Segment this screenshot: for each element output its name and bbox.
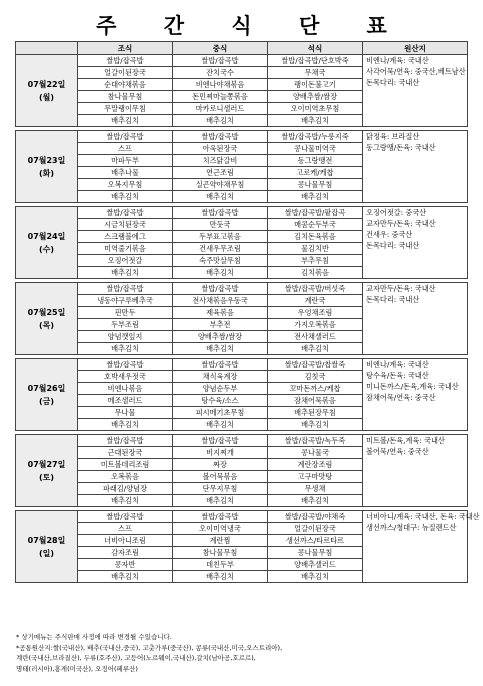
origin-line: 생선까스/청대구: 뉴질랜드산 [366,523,457,532]
lunch-item: 비지찌개 [173,447,268,459]
dinner-item: 쌀밥/잡곡밥/찹쌀죽 [268,359,363,371]
dinner-item: 김칫국 [268,371,363,383]
lunch-item: 쌀밥/잡곡밥 [173,511,268,523]
dinner-item: 배추김치 [268,115,363,127]
day-weekday: (수) [38,244,55,254]
lunch-item: 배추김치 [173,267,268,279]
lunch-item: 전사채볶음우동국 [173,295,268,307]
dinner-item: 동그랑땡전 [268,155,363,167]
breakfast-item: 스프 [78,523,173,535]
dinner-item: 양배추샐러드 [268,559,363,571]
breakfast-item: 냉동야구루베추국 [78,295,173,307]
lunch-item: 건새우무조림 [173,243,268,255]
breakfast-item: 배추김치 [78,495,173,507]
dinner-item: 팽이돈불고기 [268,79,363,91]
origin-line: 잠채어묵/연육: 중국산 [366,393,436,402]
day-weekday: (월) [38,92,55,102]
menu-row [16,55,468,67]
breakfast-item: 콩자반 [78,559,173,571]
dinner-item: 김치돈육볶음 [268,231,363,243]
day-label [16,511,78,583]
dinner-item: 김치볶음 [268,267,363,279]
lunch-item: 쌀밥/잡곡밥 [173,283,268,295]
origin-info [363,207,468,279]
lunch-item: 쌀밥/잡곡밥 [173,55,268,67]
breakfast-item: 배추김치 [78,419,173,431]
dinner-item: 가지오복볶음 [268,319,363,331]
origin-line: 너비아니/계육: 국내산, 돈육: 국내산 [366,512,480,521]
day-label [16,207,78,279]
origin-line: 동그랑땡/돈육: 국내산 [366,143,436,152]
breakfast-item: 쌀밥/잡곡밥 [78,359,173,371]
origin-info [363,359,468,431]
lunch-item: 배추김치 [173,495,268,507]
dinner-item: 부추무침 [268,255,363,267]
lunch-item: 단무지무침 [173,483,268,495]
breakfast-item: 무나물 [78,407,173,419]
footnote-line: *공통원산지:쌀(국내산), 배추(국내산,중국), 고춧가루(중국산), 콩류(국내산,미국,오스트리아), [16,643,283,652]
lunch-item: 아욱된장국 [173,143,268,155]
breakfast-item: 미트볼데리조림 [78,459,173,471]
origin-line: 미니돈까스/돈육,계육: 국내산 [366,382,459,391]
origin-line: 사각어묵/연육: 중국산,베트남산 [366,67,466,76]
dinner-item: 콩나물무침 [268,547,363,559]
breakfast-item: 호박새우젓국 [78,371,173,383]
lunch-item: 비엔나야채볶음 [173,79,268,91]
menu-row [16,435,468,447]
day-date: 07월23일 [27,155,66,165]
footnote-line: 계란(국내산,브라질산), 두류(호주산), 고등어(노르웨이,국내산),갈치(남아공,호르르), [16,654,256,662]
lunch-item: 만둣국 [173,219,268,231]
menu-row [16,283,468,295]
origin-info [363,55,468,127]
breakfast-item: 얼갈이된장국 [78,67,173,79]
lunch-item: 배추김치 [173,343,268,355]
breakfast-item: 감자조림 [78,547,173,559]
lunch-item: 참나물무침 [173,547,268,559]
dinner-item: 고로케/케찹 [268,167,363,179]
breakfast-item: 두부조림 [78,319,173,331]
breakfast-item: 참나물무침 [78,91,173,103]
origin-info [363,511,480,583]
breakfast-item: 배추김치 [78,191,173,203]
breakfast-item: 마파두부 [78,155,173,167]
origin-line: 비엔나/계육: 국내산 [366,360,429,369]
lunch-item: 피시메기초무침 [173,407,268,419]
day-date: 07월28일 [27,535,66,545]
origin-info [363,131,468,203]
lunch-item: 두부표고볶음 [173,231,268,243]
breakfast-item: 파래김/양념장 [78,483,173,495]
dinner-item: 쌀밥/잡곡밥/버섯죽 [268,283,363,295]
lunch-item: 배추김치 [173,115,268,127]
day-label [16,55,78,127]
header-breakfast: 조식 [78,42,173,55]
lunch-item: 쌀밥/잡곡밥 [173,435,268,447]
breakfast-item: 쌀밥/잡곡밥 [78,283,173,295]
day-label [16,283,78,355]
menu-row [16,207,468,219]
dinner-item: 쌀밥/잡곡밥/누룽지죽 [268,131,363,143]
day-date: 07월25일 [27,307,66,317]
day-weekday: (금) [38,396,55,406]
origin-line: 볼어묵/연육: 중국산 [366,447,429,456]
dinner-item: 얼갈이된장국 [268,523,363,535]
origin-line: 돈목다리: 국내산 [366,295,420,304]
dinner-item: 잠채어묵볶음 [268,395,363,407]
footnote-line: * 상기메뉴는 주식판매 사정에 따라 변경될 수있습니다. [16,633,172,641]
breakfast-item: 무말랭이무침 [78,103,173,115]
origin-line: 건새우: 중국산 [366,230,413,239]
origin-line: 비엔나/계육: 국내산 [366,56,429,65]
lunch-item: 양념순두부 [173,383,268,395]
dinner-item: 매콤순두부국 [268,219,363,231]
lunch-item: 짜장 [173,459,268,471]
lunch-item: 볼어묵볶음 [173,471,268,483]
breakfast-item: 쌀밥/잡곡밥 [78,131,173,143]
lunch-item: 배추김치 [173,191,268,203]
dinner-item: 콩나물국 [268,447,363,459]
header-dinner: 석식 [268,42,363,55]
dinner-item: 계란장조림 [268,459,363,471]
day-weekday: (화) [38,168,55,178]
header-origin: 원산지 [363,42,468,55]
dinner-item: 콩나물무침 [268,179,363,191]
day-weekday: (목) [38,320,55,330]
page-title: 주 간 식 단 표 [96,14,407,38]
dinner-item: 배추김치 [268,571,363,583]
breakfast-item: 핀만두 [78,307,173,319]
menu-body [16,55,480,583]
lunch-item: 계란찜 [173,535,268,547]
day-date: 07월27일 [27,459,66,469]
breakfast-item: 쌀밥/잡곡밥 [78,55,173,67]
breakfast-item: 배추나물 [78,167,173,179]
dinner-item: 고구마맛탕 [268,471,363,483]
breakfast-item: 양념깻잎지 [78,331,173,343]
breakfast-item: 근대된장국 [78,447,173,459]
lunch-item: 오이미역냉국 [173,523,268,535]
breakfast-item: 순대야채볶음 [78,79,173,91]
lunch-item: 데친두부 [173,559,268,571]
origin-line: 돈목다리: 국내산 [366,78,420,87]
dinner-item: 쌀밥/잡곡밥/팥잡곡 [268,207,363,219]
breakfast-item: 배추김치 [78,571,173,583]
menu-row [16,359,468,371]
origin-line: 돈목다리: 국내산 [366,241,420,250]
breakfast-item: 오복지무침 [78,179,173,191]
dinner-item: 오이미역초무침 [268,103,363,115]
lunch-item: 치즈닭갈비 [173,155,268,167]
dinner-item: 쌀밥/잡곡밥/야채죽 [268,511,363,523]
footnote-line: 명태(러시아),홍게(미국산), 오징어(페루산) [16,664,138,673]
dinner-item: 우엉채조림 [268,307,363,319]
day-weekday: (일) [38,548,55,558]
origin-line: 닭정육: 브라질산 [366,132,420,141]
origin-line: 교자만두/돈육: 국내산 [366,219,436,228]
breakfast-item: 쌀밥/잡곡밥 [78,511,173,523]
dinner-item: 전사채샐러드 [268,331,363,343]
day-date: 07월24일 [27,231,66,241]
footnotes [16,632,476,674]
dinner-item: 생선까스/타르타르 [268,535,363,547]
origin-info [363,435,468,507]
breakfast-item: 쌀밥/잡곡밥 [78,435,173,447]
corner-cell [16,42,78,55]
lunch-item: 채식육계장 [173,371,268,383]
breakfast-item: 스크램블에그 [78,231,173,243]
day-date: 07월26일 [27,383,66,393]
weekly-menu-table [15,41,480,583]
dinner-item: 물김치반 [268,243,363,255]
header-lunch: 중식 [173,42,268,55]
breakfast-item: 너비아니조림 [78,535,173,547]
dinner-item: 쌀밥/잡곡밥/단호박죽 [268,55,363,67]
breakfast-item: 시금치된장국 [78,219,173,231]
lunch-item: 실곤약야채무침 [173,179,268,191]
breakfast-item: 배추김치 [78,343,173,355]
dinner-item: 배추김치 [268,343,363,355]
lunch-item: 양배추쌈/쌈장 [173,331,268,343]
dinner-item: 배추된장무침 [268,407,363,419]
dinner-item: 계란국 [268,295,363,307]
dinner-item: 무생채 [268,483,363,495]
dinner-item: 쌀밥/잡곡밥/녹두죽 [268,435,363,447]
lunch-item: 쌀밥/잡곡밥 [173,359,268,371]
menu-row [16,511,468,523]
breakfast-item: 메조샐러드 [78,395,173,407]
breakfast-item: 오복볶음 [78,471,173,483]
day-label [16,359,78,431]
breakfast-item: 미역줄기볶음 [78,243,173,255]
dinner-item: 배추김치 [268,191,363,203]
dinner-item: 꼬마돈까스/케찹 [268,383,363,395]
breakfast-item: 배추김치 [78,267,173,279]
origin-line: 탕수육/돈육: 국내산 [366,371,429,380]
day-label [16,435,78,507]
lunch-item: 숙주맛살무침 [173,255,268,267]
breakfast-item: 쌀밥/잡곡밥 [78,207,173,219]
lunch-item: 연근조림 [173,167,268,179]
dinner-item: 무채국 [268,67,363,79]
breakfast-item: 오징어젓갈 [78,255,173,267]
lunch-item: 제육볶음 [173,307,268,319]
origin-info [363,283,468,355]
header-row [16,42,468,55]
day-date: 07월22일 [27,79,66,89]
dinner-item: 콩나물미역국 [268,143,363,155]
lunch-item: 부추전 [173,319,268,331]
origin-line: 교자만두/돈육: 국내산 [366,284,436,293]
origin-line: 오징어젓갈: 중국산 [366,208,427,217]
day-label [16,131,78,203]
lunch-item: 쌀밥/잡곡밥 [173,207,268,219]
breakfast-item: 비엔나볶음 [78,383,173,395]
lunch-item: 배추김치 [173,571,268,583]
lunch-item: 돈민찌마늘쫑볶음 [173,91,268,103]
lunch-item: 잔치국수 [173,67,268,79]
day-weekday: (토) [38,472,55,482]
dinner-item: 배추김치 [268,495,363,507]
menu-row [16,131,468,143]
origin-line: 미트볼/돈육,계육: 국내산 [366,436,445,445]
breakfast-item: 배추김치 [78,115,173,127]
breakfast-item: 스프 [78,143,173,155]
lunch-item: 탕수육/소스 [173,395,268,407]
dinner-item: 양배추쌈/쌈장 [268,91,363,103]
lunch-item: 쌀밥/잡곡밥 [173,131,268,143]
lunch-item: 마카로니샐러드 [173,103,268,115]
dinner-item: 배추김치 [268,419,363,431]
lunch-item: 배추김치 [173,419,268,431]
